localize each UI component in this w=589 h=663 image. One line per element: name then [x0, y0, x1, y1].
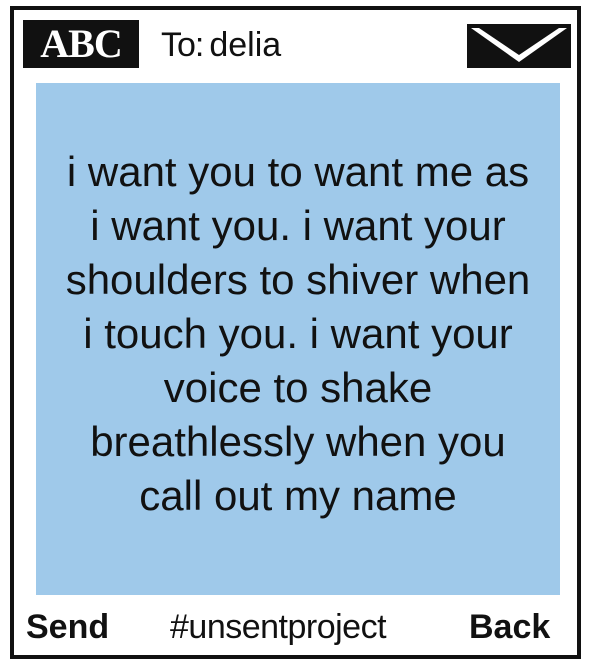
message-body	[36, 83, 560, 595]
envelope-icon	[467, 24, 571, 68]
message-header	[14, 10, 577, 76]
message-text: i want you to want me as i want you. i want your shoulders to shiver when i touch you. i want your voice to shake breathlessly when you call out my name	[65, 148, 531, 519]
softkey-bar	[14, 604, 577, 650]
send-button[interactable]: Send	[26, 608, 110, 646]
phone-frame	[10, 6, 581, 659]
recipient-name: delia	[209, 26, 282, 64]
back-button[interactable]: Back	[469, 608, 551, 646]
hashtag-label: #unsentproject	[170, 608, 387, 646]
recipient-line	[161, 23, 281, 67]
to-label: To:	[161, 26, 204, 64]
abc-input-mode-badge[interactable]: ABC	[23, 20, 139, 68]
